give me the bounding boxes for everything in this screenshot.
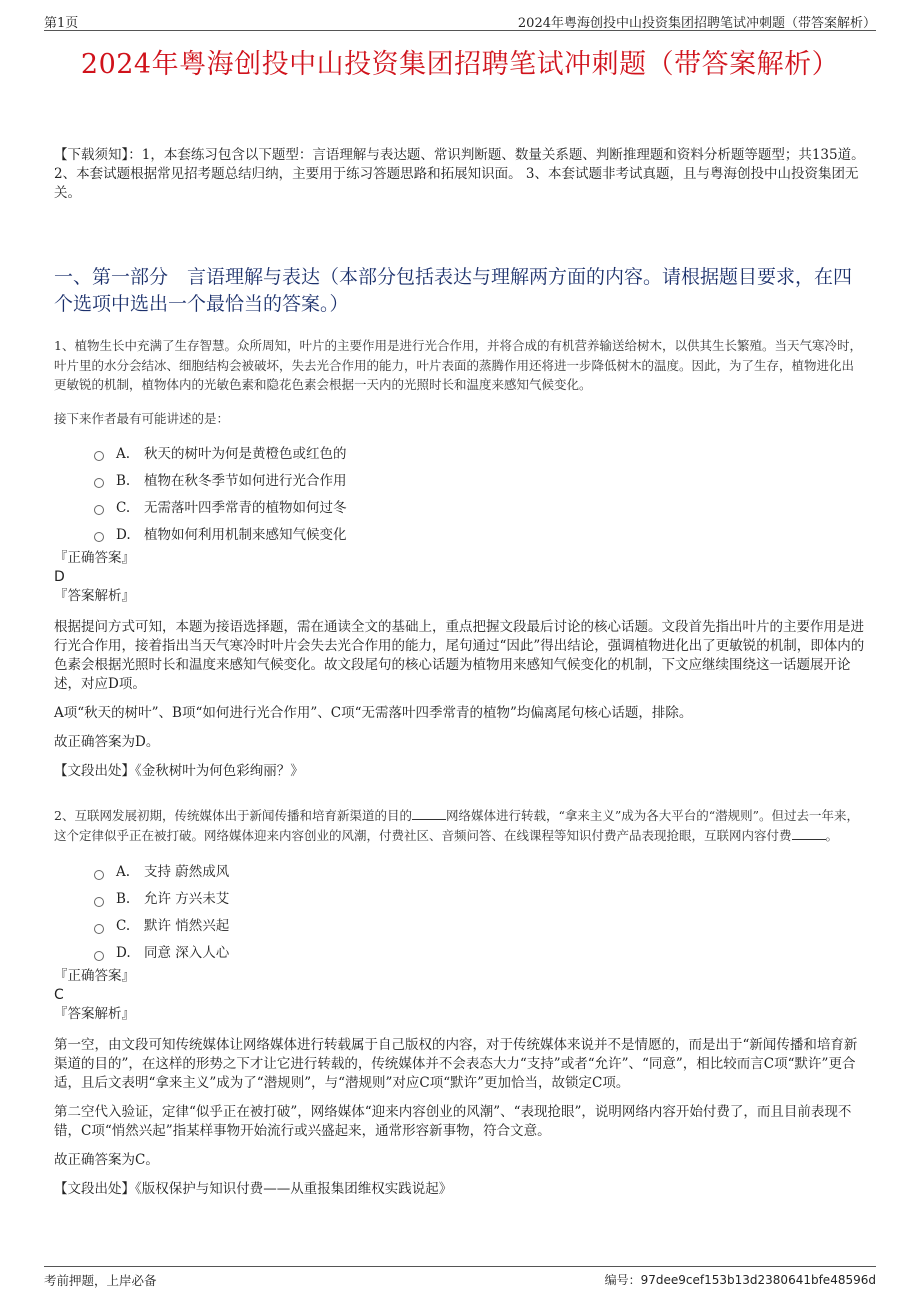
question-1-stem: 1、植物生长中充满了生存智慧。众所周知，叶片的主要作用是进行光合作用，并将合成的有机营养输送给树木，以供其生长繁殖。当天气寒冷时，叶片里的水分会结冰、细胞结构会被破坏，失去光合作用的能力，叶片表面的蒸腾作用还将进一步降低树木的温度。因此，为了生存，植物进化出更敏锐的机制，植物体内的光敏色素和隐花色素会根据一天内的光照时长和温度来感知气候变化。: [54, 338, 862, 392]
option-c[interactable]: [94, 913, 866, 940]
option-d[interactable]: [94, 940, 866, 967]
radio-icon[interactable]: [94, 451, 104, 461]
option-text: 植物如何利用机制来感知气候变化: [144, 526, 347, 543]
analysis-paragraph: A项“秋天的树叶”、B项“如何进行光合作用”、C项“无需落叶四季常青的植物”均偏离尾句核心话题，排除。: [54, 704, 693, 721]
radio-icon[interactable]: [94, 478, 104, 488]
document-id: 编号：97dee9cef153b13d2380641bfe48596d: [604, 1273, 876, 1287]
option-a[interactable]: [94, 441, 866, 468]
option-letter: D.: [116, 945, 131, 961]
page-number: 第1页: [44, 16, 79, 31]
option-letter: B.: [116, 472, 131, 489]
stem-text: 2、互联网发展初期，传统媒体出于新闻传播和培育新渠道的目的: [54, 808, 412, 823]
question-2-options: [94, 859, 866, 967]
question-2-stem: [54, 806, 866, 845]
question-1: [54, 336, 866, 791]
analysis-paragraph: 故正确答案为C。: [54, 1152, 159, 1168]
option-a[interactable]: [94, 859, 866, 886]
option-d[interactable]: [94, 522, 866, 549]
fill-blank: [792, 827, 826, 840]
page-footer: [44, 1266, 876, 1287]
question-2: [54, 806, 866, 1209]
analysis-paragraph: 第二空代入验证，定律“似乎正在被打破”，网络媒体“迎来内容创业的风潮”、“表现抢眼”，说明网络内容开始付费了，而且目前表现不错，C项“悄然兴起”指某样事物开始流行或兴盛起来，通常形容新事物，符合文意。: [54, 1104, 852, 1139]
question-1-options: [94, 441, 866, 549]
correct-answer: D: [54, 568, 65, 585]
option-text: 默许 悄然兴起: [144, 918, 230, 934]
option-text: 植物在秋冬季节如何进行光合作用: [144, 472, 347, 489]
answer-label: 『正确答案』: [54, 968, 135, 984]
option-letter: C.: [116, 918, 131, 934]
radio-icon[interactable]: [94, 924, 104, 934]
option-text: 同意 深入人心: [144, 945, 230, 961]
stem-text: 。: [825, 827, 839, 843]
answer-analysis: [54, 618, 866, 781]
radio-icon[interactable]: [94, 532, 104, 542]
stem-text: 网络媒体进行转载，“拿来主义”成为各大平台的“潜规则”。但过去一年来，这个定律似乎正在被打破。网络媒体迎来内容创业的风潮，付费社区、音频问答、在线课程等知识付费产品表现抢眼，互联网内容付费: [54, 808, 860, 843]
option-letter: D.: [116, 526, 131, 543]
option-b[interactable]: [94, 468, 866, 495]
analysis-source: 【文段出处】《版权保护与知识付费——从重报集团维权实践说起》: [54, 1181, 453, 1197]
option-letter: B.: [116, 891, 131, 907]
analysis-paragraph: 根据提问方式可知，本题为接语选择题，需在通读全文的基础上，重点把握文段最后讨论的核心话题。文段首先指出叶片的主要作用是进行光合作用，接着指出当天气寒冷时叶片会失去光合作用的能力，尾句通过“因此”得出结论，强调植物进化出了更敏锐的机制，即体内的色素会根据光照时长和温度来感知气候变化。故文段尾句的核心话题为植物用来感知气候变化的机制，下文应继续围绕这一话题展开论述，对应D项。: [54, 618, 865, 692]
option-text: 支持 蔚然成风: [144, 864, 230, 880]
analysis-source: 【文段出处】《金秋树叶为何色彩绚丽？》: [54, 762, 304, 779]
correct-answer: C: [54, 987, 64, 1003]
analysis-label: 『答案解析』: [54, 1006, 135, 1022]
question-1-prompt: 接下来作者最有可能讲述的是：: [54, 410, 230, 426]
answer-analysis: [54, 1036, 866, 1199]
analysis-paragraph: 故正确答案为D。: [54, 733, 160, 750]
fill-blank: [412, 807, 446, 820]
radio-icon[interactable]: [94, 505, 104, 515]
download-notice: 【下载须知】：1，本套练习包含以下题型：言语理解与表达题、常识判断题、数量关系题、判断推理题和资料分析题等题型；共135道。 2、本套试题根据常见招考题总结归纳，主要用于练习答题思路和拓展知识面。 3、本套试题非考试真题，且与粤海创投中山投资集团无关。: [54, 147, 865, 201]
radio-icon[interactable]: [94, 897, 104, 907]
document-title: 2024年粤海创投中山投资集团招聘笔试冲刺题（带答案解析）: [80, 49, 840, 80]
option-text: 秋天的树叶为何是黄橙色或红色的: [144, 445, 347, 462]
radio-icon[interactable]: [94, 870, 104, 880]
section-heading: 一、第一部分 言语理解与表达（本部分包括表达与理解两方面的内容。请根据题目要求，在四个选项中选出一个最恰当的答案。）: [54, 266, 853, 315]
header-doc-title: 2024年粤海创投中山投资集团招聘笔试冲刺题（带答案解析）: [517, 16, 876, 31]
analysis-label: 『答案解析』: [54, 587, 135, 604]
analysis-paragraph: 第一空，由文段可知传统媒体让网络媒体进行转载属于自己版权的内容，对于传统媒体来说并不是情愿的，而是出于“新闻传播和培育新渠道的目的”，在这样的形势之下才让它进行转载的，传统媒体并不会表态大力“支持”或者“允许”、“同意”，相比较而言C项“默许”更合适，且后文表明“拿来主义”成为了“潜规则”，与“潜规则”对应C项“默许”更加恰当，故锁定C项。: [54, 1037, 858, 1091]
footer-slogan: 考前押题，上岸必备: [44, 1273, 157, 1288]
option-letter: C.: [116, 499, 131, 516]
option-text: 无需落叶四季常青的植物如何过冬: [144, 499, 347, 516]
option-text: 允许 方兴未艾: [144, 891, 230, 907]
option-letter: A.: [116, 864, 131, 880]
page-header: [44, 10, 876, 31]
option-c[interactable]: [94, 495, 866, 522]
option-letter: A.: [116, 445, 131, 462]
option-b[interactable]: [94, 886, 866, 913]
answer-label: 『正确答案』: [54, 549, 135, 566]
radio-icon[interactable]: [94, 951, 104, 961]
